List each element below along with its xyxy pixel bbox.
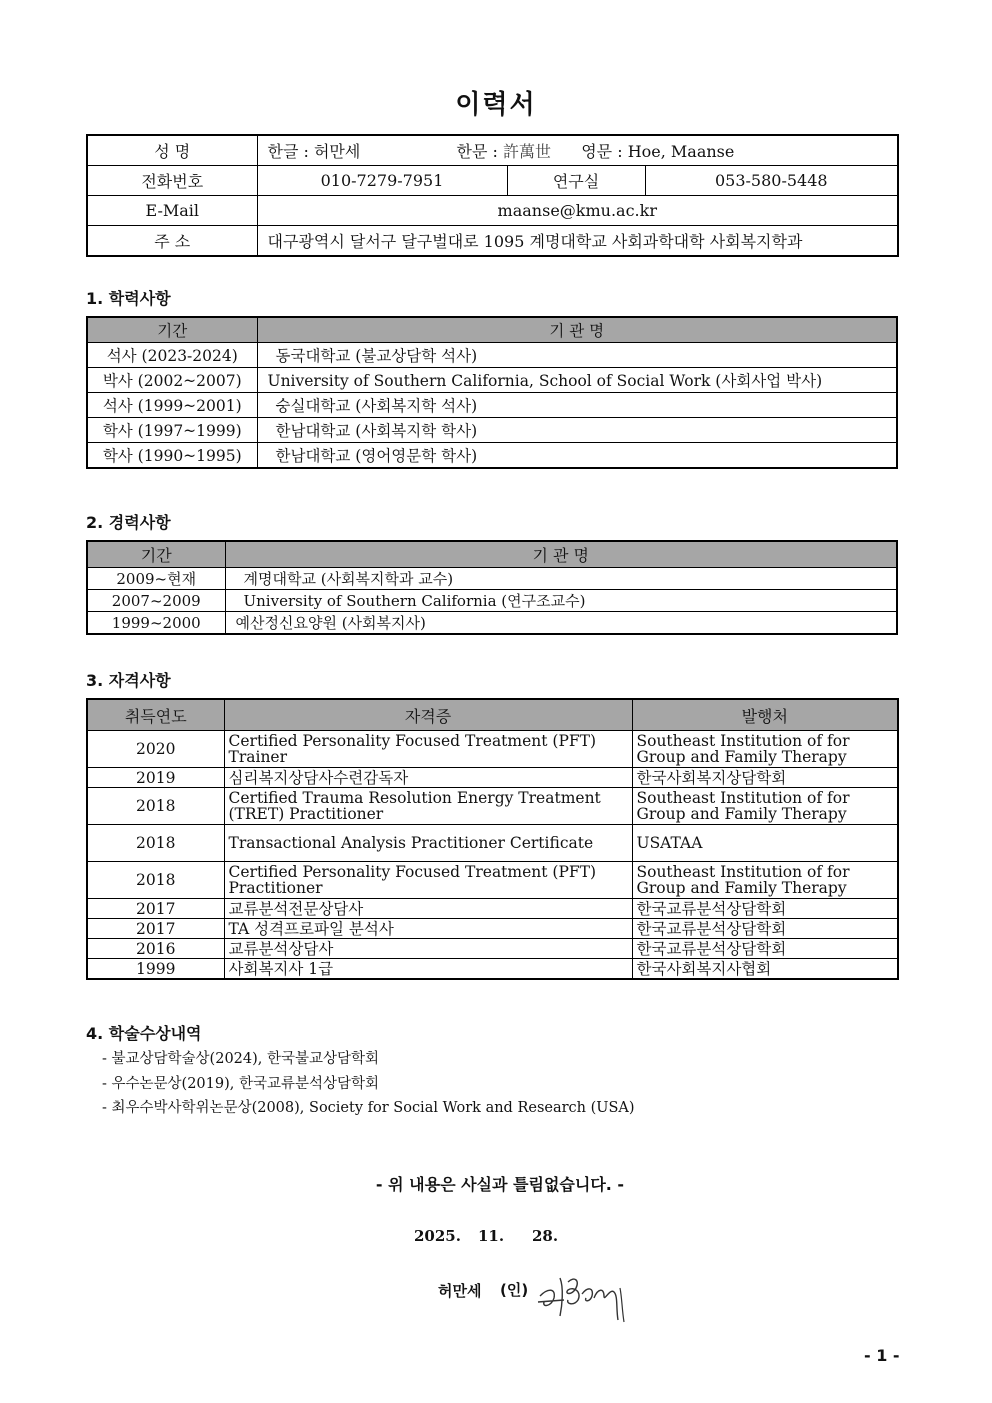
cert-year: 1999	[87, 959, 224, 980]
cert-name: 심리복지상담사수련감독자	[224, 768, 632, 788]
education-institution: 한남대학교 (영어영문학 학사)	[257, 443, 897, 469]
table-row	[87, 731, 898, 768]
date-year: 2025.	[414, 1227, 461, 1245]
cert-name: 사회복지사 1급	[224, 959, 632, 980]
email-value: maanse@kmu.ac.kr	[257, 196, 898, 226]
cert-name: TA 성격프로파일 분석사	[224, 919, 632, 939]
cert-name: Certified Personality Focused Treatment (PFT) Practitioner	[224, 862, 632, 899]
address-value: 대구광역시 달서구 달구벌대로 1095 계명대학교 사회과학대학 사회복지학과	[257, 226, 898, 257]
certifications-heading: 3. 자격사항	[86, 671, 171, 690]
cert-issuer: Southeast Institution of for Group and Family Therapy	[632, 862, 898, 899]
table-row	[87, 393, 897, 418]
education-col-institution: 기 관 명	[257, 317, 897, 343]
phone-value: 010-7279-7951	[257, 166, 507, 196]
seal-label: (인)	[500, 1281, 529, 1299]
cert-year: 2017	[87, 899, 224, 919]
education-period: 박사 (2002~2007)	[87, 368, 257, 393]
education-period: 학사 (1990~1995)	[87, 443, 257, 469]
career-period: 1999~2000	[87, 612, 225, 635]
phone-label: 전화번호	[87, 166, 257, 196]
table-row	[87, 418, 897, 443]
cert-year: 2018	[87, 862, 224, 899]
table-row	[87, 443, 897, 469]
cert-year: 2019	[87, 768, 224, 788]
award-item: - 우수논문상(2019), 한국교류분석상담학회	[102, 1076, 380, 1092]
education-institution: 숭실대학교 (사회복지학 석사)	[257, 393, 897, 418]
table-row	[87, 862, 898, 899]
cert-year: 2017	[87, 919, 224, 939]
office-label: 연구실	[507, 166, 645, 196]
career-period: 2009~현재	[87, 568, 225, 590]
cert-issuer: Southeast Institution of for Group and Family Therapy	[632, 788, 898, 825]
cert-issuer: 한국사회복지사협회	[632, 959, 898, 980]
declaration-text: - 위 내용은 사실과 틀림없습니다. -	[375, 1175, 625, 1194]
personal-info-table	[86, 134, 899, 257]
cert-col-year: 취득연도	[87, 699, 224, 731]
education-institution: University of Southern California, School of Social Work (사회사업 박사)	[257, 368, 897, 393]
cert-year: 2018	[87, 788, 224, 825]
cert-year: 2016	[87, 939, 224, 959]
education-table	[86, 316, 898, 469]
address-label: 주 소	[87, 226, 257, 257]
date-day: 28.	[532, 1227, 559, 1245]
career-period: 2007~2009	[87, 590, 225, 612]
cert-name: Certified Trauma Resolution Energy Treatment (TRET) Practitioner	[224, 788, 632, 825]
cert-issuer: USATAA	[632, 825, 898, 862]
cert-name: 교류분석전문상담사	[224, 899, 632, 919]
award-item: - 최우수박사학위논문상(2008), Society for Social Work and Research (USA)	[102, 1100, 635, 1116]
career-table	[86, 540, 898, 635]
career-col-institution: 기 관 명	[225, 541, 897, 568]
certifications-table	[86, 698, 899, 980]
email-label: E-Mail	[87, 196, 257, 226]
table-row	[87, 899, 898, 919]
table-row	[87, 959, 898, 980]
table-row	[87, 825, 898, 862]
table-row	[87, 343, 897, 368]
date-month: 11.	[478, 1227, 505, 1245]
cert-issuer: 한국사회복지상담학회	[632, 768, 898, 788]
name-label: 성 명	[87, 135, 257, 166]
education-period: 학사 (1997~1999)	[87, 418, 257, 443]
education-col-period: 기간	[87, 317, 257, 343]
name-english: 영문 : Hoe, Maanse	[581, 142, 735, 161]
name-hanja: 許萬世	[503, 142, 552, 161]
table-row	[87, 612, 897, 635]
cert-name: 교류분석상담사	[224, 939, 632, 959]
table-row	[87, 568, 897, 590]
career-institution: University of Southern California (연구조교수)	[225, 590, 897, 612]
cert-col-name: 자격증	[224, 699, 632, 731]
cert-issuer: 한국교류분석상담학회	[632, 919, 898, 939]
table-row	[87, 788, 898, 825]
cert-col-issuer: 발행처	[632, 699, 898, 731]
award-item: - 불교상담학술상(2024), 한국불교상담학회	[102, 1051, 380, 1067]
table-row	[87, 768, 898, 788]
table-row	[87, 590, 897, 612]
cert-year: 2018	[87, 825, 224, 862]
signer-name: 허만세	[438, 1282, 482, 1300]
signature-image	[534, 1258, 634, 1328]
name-korean: 한글 : 허만세	[267, 142, 361, 161]
cert-name: Transactional Analysis Practitioner Certificate	[224, 825, 632, 862]
cert-issuer: 한국교류분석상담학회	[632, 939, 898, 959]
document-title: 이력서	[455, 90, 537, 120]
education-heading: 1. 학력사항	[86, 289, 171, 308]
office-value: 053-580-5448	[645, 166, 898, 196]
awards-heading: 4. 학술수상내역	[86, 1024, 202, 1043]
cert-year: 2020	[87, 731, 224, 768]
cert-issuer: 한국교류분석상담학회	[632, 899, 898, 919]
career-institution: 계명대학교 (사회복지학과 교수)	[225, 568, 897, 590]
page-number: - 1 -	[864, 1346, 900, 1365]
education-institution: 동국대학교 (불교상담학 석사)	[257, 343, 897, 368]
table-row	[87, 919, 898, 939]
education-period: 석사 (2023-2024)	[87, 343, 257, 368]
table-row	[87, 368, 897, 393]
table-row	[87, 939, 898, 959]
education-institution: 한남대학교 (사회복지학 학사)	[257, 418, 897, 443]
career-institution: 예산정신요양원 (사회복지사)	[225, 612, 897, 635]
career-heading: 2. 경력사항	[86, 513, 171, 532]
name-cell	[257, 135, 898, 166]
cert-name: Certified Personality Focused Treatment (PFT) Trainer	[224, 731, 632, 768]
career-col-period: 기간	[87, 541, 225, 568]
education-period: 석사 (1999~2001)	[87, 393, 257, 418]
cert-issuer: Southeast Institution of for Group and Family Therapy	[632, 731, 898, 768]
name-hanja-label: 한문 :	[456, 142, 504, 161]
